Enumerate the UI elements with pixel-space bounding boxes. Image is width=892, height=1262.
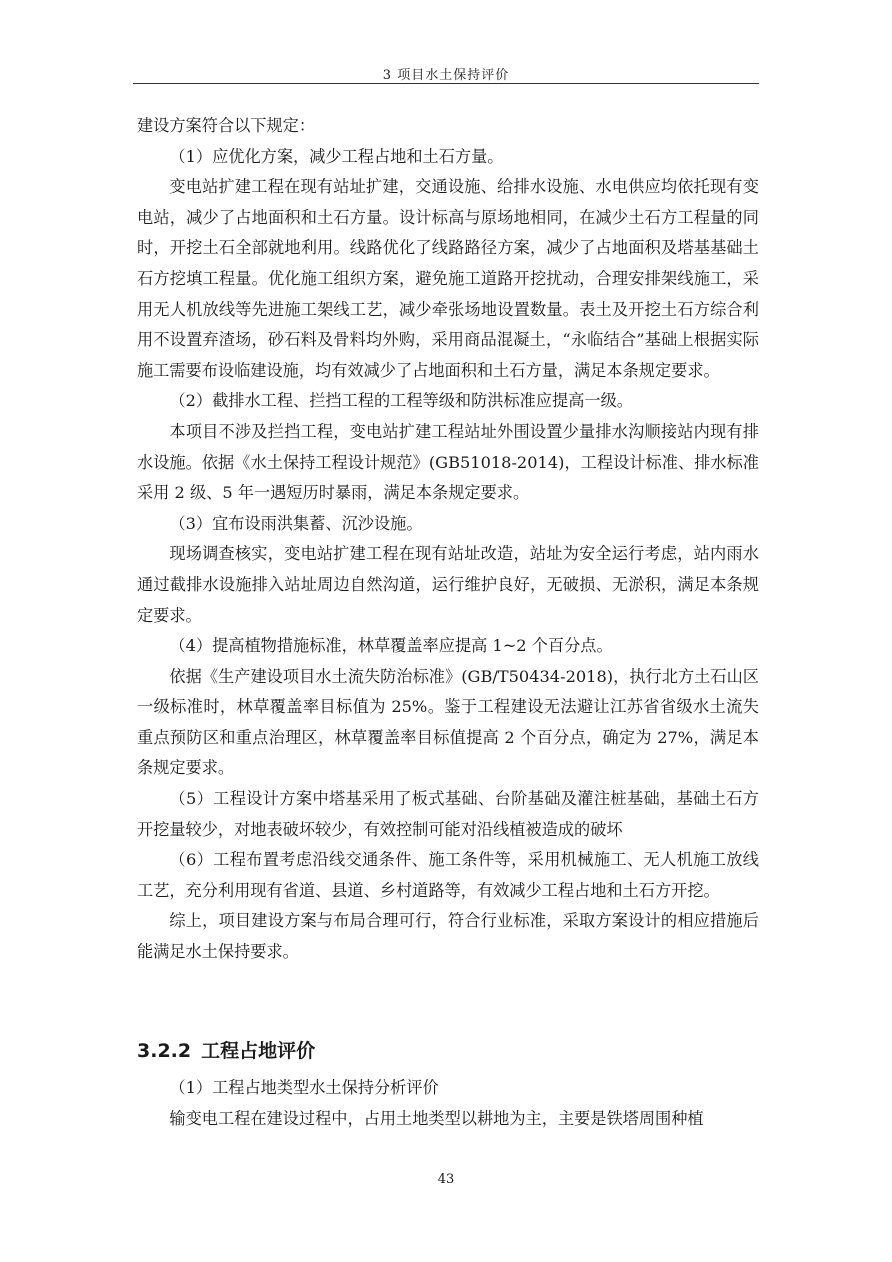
paragraph: 本项目不涉及拦挡工程，变电站扩建工程站址外围设置少量排水沟顺接站内现有排水设施。依据《水土保持工程设计规范》(GB51018-2014)，工程设计标准、排水标准采用 2 级、5 年一遇短历时暴雨，满足本条规定要求。: [137, 421, 759, 503]
page-number: 43: [437, 1172, 455, 1187]
section-title: 工程占地评价: [201, 1040, 316, 1062]
section-number: 3.2.2: [137, 1040, 192, 1062]
paragraph: 变电站扩建工程在现有站址扩建，交通设施、给排水设施、水电供应均依托现有变电站，减少了占地面积和土石方量。设计标高与原场地相同，在减少土石方工程量的同时，开挖土石全部就地利用。线路优化了线路路径方案，减少了占地面积及塔基基础土石方挖填工程量。优化施工组织方案，避免施工道路开挖扰动，合理安排架线施工，采用无人机放线等先进施工架线工艺，减少牵张场地设置数量。表土及开挖土石方综合利用不设置弃渣场，砂石料及骨料均外购，采用商品混凝土，“永临结合”基础上根据实际施工需要布设临建设施，均有效减少了占地面积和土石方量，满足本条规定要求。: [137, 177, 759, 380]
body-text: [137, 111, 759, 968]
paragraph: 综上，项目建设方案与布局合理可行，符合行业标准，采取方案设计的相应措施后能满足水土保持要求。: [137, 911, 759, 962]
paragraph: （1）应优化方案，减少工程占地和土石方量。: [169, 146, 504, 166]
paragraph: 现场调查核实，变电站扩建工程在现有站址改造，站址为安全运行考虑，站内雨水通过截排水设施排入站址周边自然沟道，运行维护良好，无破损、无淤积，满足本条规定要求。: [137, 544, 759, 625]
paragraph: （6）工程布置考虑沿线交通条件、施工条件等，采用机械施工、无人机施工放线工艺，充分利用现有省道、县道、乡村道路等，有效减少工程占地和土石方开挖。: [137, 850, 759, 900]
paragraph: （5）工程设计方案中塔基采用了板式基础、台阶基础及灌注桩基础，基础土石方开挖量较少，对地表破坏较少，有效控制可能对沿线植被造成的破坏: [137, 789, 759, 839]
header-rule: [133, 83, 759, 84]
paragraph: 输变电工程在建设过程中，占用土地类型以耕地为主，主要是铁塔周围种植: [169, 1108, 704, 1128]
running-header: 3 项目水土保持评价: [382, 68, 510, 83]
paragraph: （1）工程占地类型水土保持分析评价: [169, 1078, 439, 1097]
section-body-text: [137, 1073, 759, 1134]
paragraph: （3）宜布设雨洪集蓄、沉沙设施。: [169, 513, 423, 533]
section-heading: [137, 1037, 315, 1065]
paragraph: （2）截排水工程、拦挡工程的工程等级和防洪标准应提高一级。: [169, 391, 633, 411]
paragraph: 依据《生产建设项目水土流失防治标准》(GB/T50434-2018)，执行北方土石山区一级标准时，林草覆盖率目标值为 25%。鉴于工程建设无法避让江苏省省级水土流失重点预防区和重点治理区，林草覆盖率目标值提高 2 个百分点，确定为 27%，满足本条规定要求。: [137, 666, 759, 778]
paragraph: （4）提高植物措施标准，林草覆盖率应提高 1~2 个百分点。: [169, 636, 613, 656]
paragraph: 建设方案符合以下规定：: [137, 116, 316, 135]
